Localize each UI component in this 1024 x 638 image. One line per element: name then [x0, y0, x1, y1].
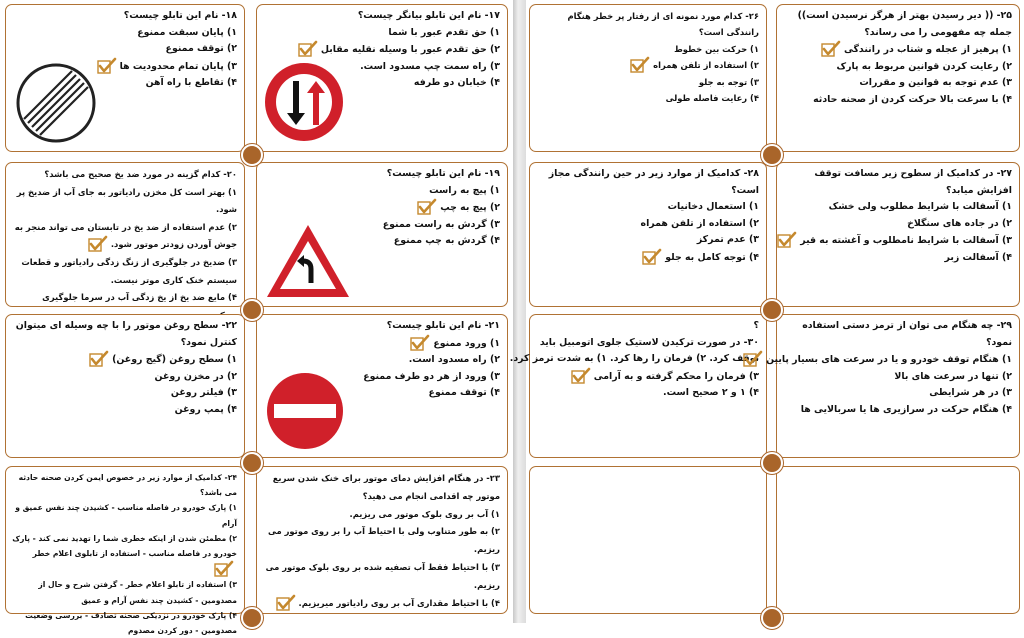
option-4: ۴) پارک خودرو در نزدیکی صحنه تصادف - بررسی وضعیت مصدومین - دور کردن مصدوم [25, 610, 237, 636]
option-1: ۱) پایان سبقت ممنوع [137, 26, 237, 38]
option-2: ۲) در جاده های سنگلاخ [907, 217, 1012, 229]
checkmark-icon [743, 351, 763, 367]
q20-text [6, 163, 244, 324]
option-4: ۴) پمپ روغن [174, 403, 237, 415]
option-3: ۳) راه سمت چپ مسدود است. [360, 60, 500, 72]
question-title: ۲۷- در کدامیک از سطوح زیر مسافت توقف افزایش میابد؟ [814, 168, 1012, 196]
question-card-19 [256, 162, 508, 307]
question-card-25 [776, 4, 1020, 152]
checkmark-icon [417, 199, 437, 215]
option-3: ۳) استفاده از تابلو اعلام خطر - گرفتن شرح و حال از مصدومین - کشیدن چند نفس آرام و عمیق [38, 580, 237, 605]
corner-dot [761, 607, 783, 629]
q23-text [257, 467, 507, 612]
q27-text [777, 163, 1019, 267]
question-line-4: ۴) ۱ و ۲ صحیح است. [663, 387, 759, 399]
question-title: ۲۳- در هنگام افزایش دمای موتور برای خنک شدن سریع موتور چه اقدامی انجام می دهید؟ [272, 473, 500, 501]
option-2: ۲) استفاده از تلفن همراه [640, 217, 759, 229]
question-card-20 [5, 162, 245, 307]
question-title: ۲۴- کدامیک از موارد زیر در خصوص ایمن کردن صحنه حادثه می باشد؟ [18, 473, 237, 498]
q29-text [766, 315, 1019, 419]
question-card-27 [776, 162, 1020, 307]
q30-text [509, 315, 766, 402]
question-card-30 [509, 314, 767, 458]
corner-dot [241, 607, 263, 629]
option-1: ۱) آسفالت با شرایط مطلوب ولی خشک [828, 201, 1012, 213]
question-card-29 [766, 314, 1020, 458]
page-gutter [513, 0, 526, 623]
checkmark-icon [89, 351, 109, 367]
question-title: ۲۲- سطح روغن موتور را با چه وسیله ای میتوان کنترل نمود؟ [15, 320, 237, 348]
option-1: ۱) حق تقدم عبور با شما [388, 26, 500, 38]
checkmark-icon [298, 41, 318, 57]
question-line-1: ۳۰- در صورت ترکیدن لاستیک جلوی اتومبیل باید [539, 336, 759, 348]
option-2: ۲) در مخزن روغن [154, 370, 237, 382]
question-card-24 [5, 466, 245, 636]
option-text: ۲) حق تقدم عبور با وسیله نقلیه مقابل [320, 44, 500, 56]
option-1: ۱) پارک خودرو در فاصله مناسب - کشیدن چند نفس عمیق و آرام [15, 503, 237, 528]
question-line-2: توقف کرد. ۲) فرمان را رها کرد. ۱) به شدت ترمز کرد. [509, 353, 759, 365]
corner-dot [241, 299, 263, 321]
option-text: ۲) مطمئن شدن از اینکه خطری شما را تهدید نمی کند - پارک خودرو در فاصله مناسب - استفاده از تابلوی اعلام خطر [12, 533, 237, 559]
option-text: ۱) هنگام توقف خودرو و یا در سرعت های بسیار پایین [766, 354, 1012, 366]
option-2 [536, 57, 759, 73]
question-title: ۲۹- چه هنگام می توان از ترمز دستی استفاده نمود؟ [802, 320, 1012, 348]
option-4 [263, 595, 500, 613]
option-text: ۱) سطح روغن (گیج روغن) [112, 354, 237, 366]
option-text: ۲) استفاده از تلفن همراه [653, 60, 759, 71]
option-text: ۳) پایان تمام محدودیت ها [119, 60, 237, 72]
option-text: ۱) ورود ممنوع [433, 337, 500, 349]
checkmark-icon [642, 249, 662, 265]
checkmark-icon [821, 41, 841, 57]
checkmark-icon [571, 368, 591, 384]
q24-text [6, 467, 244, 638]
question-title: ۱۷- نام این تابلو بیانگر چیست؟ [357, 10, 500, 21]
question-card-23 [256, 466, 508, 614]
option-2: ۲) رعایت کردن قوانین مربوط به پارک [836, 60, 1012, 72]
option-1: ۱) استعمال دخانیات [667, 201, 759, 213]
option-text: ۳) آسفالت با شرایط نامطلوب و آغشته به قیر [800, 235, 1012, 247]
priority-to-oncoming-traffic-sign-icon [263, 61, 345, 143]
corner-dot [761, 299, 783, 321]
option-2 [263, 199, 500, 217]
option-3: ۳) توجه به جلو [698, 76, 759, 87]
option-4: ۴) خیابان دو طرفه [413, 77, 500, 89]
option-text: ۴) توجه کامل به جلو [665, 251, 759, 263]
option-3: ۳) در هر شرایطی [929, 387, 1012, 399]
q22-text [6, 315, 244, 419]
checkmark-icon [410, 335, 430, 351]
q26-text [530, 5, 766, 106]
option-4: ۴) هنگام حرکت در سرازیری ها یا سربالایی ها [800, 403, 1012, 415]
corner-dot [761, 452, 783, 474]
option-3: ۳) با احتیاط فقط آب تصفیه شده بر روی بلوک موتور می ریزیم. [265, 561, 500, 590]
no-entry-sign-icon [265, 371, 345, 451]
question-title: ۲۸- کدامیک از موارد زیر در حین رانندگی مجاز است؟ [548, 168, 759, 196]
option-text: ۴) با احتیاط مقداری آب بر روی رادیاتور میریزیم. [298, 597, 500, 608]
question-card-17 [256, 4, 508, 152]
question-title: ۲۶- کدام مورد نمونه ای از رفتار پر خطر هنگام رانندگی است؟ [567, 11, 759, 38]
option-1: ۱) بهتر است کل مخزن رادیاتور به جای آب از ضدیخ پر شود. [16, 186, 237, 215]
question-title: ۱۹- نام این تابلو چیست؟ [386, 168, 500, 179]
option-1: ۱) حرکت بین خطوط [674, 43, 759, 54]
option-text: ۲) پیچ به چپ [440, 202, 500, 214]
checkmark-icon [214, 561, 234, 577]
option-3: ۳) گردش به راست ممنوع [382, 218, 500, 230]
option-2: ۲) توقف ممنوع [165, 43, 237, 55]
left-page [0, 0, 513, 636]
option-text: ۱) پرهیز از عجله و شتاب در رانندگی [844, 44, 1012, 56]
option-4: ۴) تقاطع با راه آهن [145, 77, 237, 89]
option-3: ۳) ضدیخ در جلوگیری از زنگ زدگی رادیاتور و قطعات سیستم خنک کاری موتر نیست. [21, 256, 237, 285]
checkmark-icon [97, 58, 117, 74]
left-bend-warning-sign-icon [263, 221, 353, 301]
question-title: ۲۵- (( دیر رسیدن بهتر از هرگز نرسیدن است)) جمله چه مفهومی را می رساند؟ [797, 10, 1012, 38]
question-line-3 [536, 368, 759, 386]
option-2 [12, 219, 237, 254]
option-4: ۴) گردش به چپ ممنوع [393, 235, 500, 247]
question-card-26 [529, 4, 767, 152]
option-3: ۳) عدم توجه به قوانین و مقررات [859, 77, 1012, 89]
question-card-18 [5, 4, 245, 152]
option-1 [263, 335, 500, 353]
option-4: ۴) رعایت فاصله طولی [665, 93, 759, 104]
checkmark-icon [88, 236, 108, 252]
option-3 [783, 232, 1012, 250]
corner-dot [761, 144, 783, 166]
option-4: ۴) مایع ضد یخ از یخ زدگی آب در سرما جلوگیری [42, 292, 237, 303]
corner-dot [241, 144, 263, 166]
option-1 [12, 351, 237, 369]
option-3: ۳) عدم تمرکز [696, 234, 759, 246]
right-page [509, 0, 1024, 623]
end-of-restrictions-sign-icon [14, 61, 98, 145]
option-4 [536, 249, 759, 267]
option-2: ۲) به طور متناوب ولی با احتیاط آب را بر روی موتور می ریزیم. [268, 526, 500, 555]
option-4: ۴) با سرعت بالا حرکت کردن از صحنه حادثه [813, 93, 1012, 105]
option-4: ۴) توقف ممنوع [428, 387, 500, 399]
option-1 [766, 351, 1012, 369]
q28-text [530, 163, 766, 267]
option-text: ۳) فرمان را محکم گرفته و به آرامی [593, 370, 759, 382]
option-1: ۱) پیچ به راست [429, 184, 500, 196]
question-title: ۲۰- کدام گزینه در مورد ضد یخ صحیح می باشد؟ [44, 169, 237, 179]
option-4: ۴) آسفالت زبر [944, 251, 1012, 263]
question-title: ۲۱- نام این تابلو چیست؟ [386, 320, 500, 331]
option-3: ۳) ورود از هر دو طرف ممنوع [363, 370, 500, 382]
option-2: ۲) راه مسدود است. [408, 354, 500, 366]
checkmark-icon [630, 57, 650, 73]
option-1 [783, 41, 1012, 59]
checkmark-icon [777, 232, 797, 248]
empty-card [776, 466, 1020, 614]
option-2: ۲) تنها در سرعت های بالا [894, 370, 1012, 382]
question-card-22 [5, 314, 245, 458]
q25-text [777, 5, 1019, 109]
option-text: ۲) عدم استفاده از ضد یخ در تابستان می تواند منجر به جوش آوردن زودتر موتور شود. [14, 221, 237, 250]
option-2 [263, 41, 500, 59]
option-3: ۳) فیلتر روغن [170, 387, 237, 399]
option-1: ۱) آب بر روی بلوک موتور می ریزیم. [349, 508, 500, 519]
empty-card [529, 466, 767, 614]
checkmark-icon [276, 595, 296, 611]
question-title: ؟ [753, 320, 759, 331]
corner-dot [241, 452, 263, 474]
option-2 [12, 531, 237, 578]
question-card-21 [256, 314, 508, 458]
question-card-28 [529, 162, 767, 307]
question-title: ۱۸- نام این تابلو چیست؟ [123, 10, 237, 21]
